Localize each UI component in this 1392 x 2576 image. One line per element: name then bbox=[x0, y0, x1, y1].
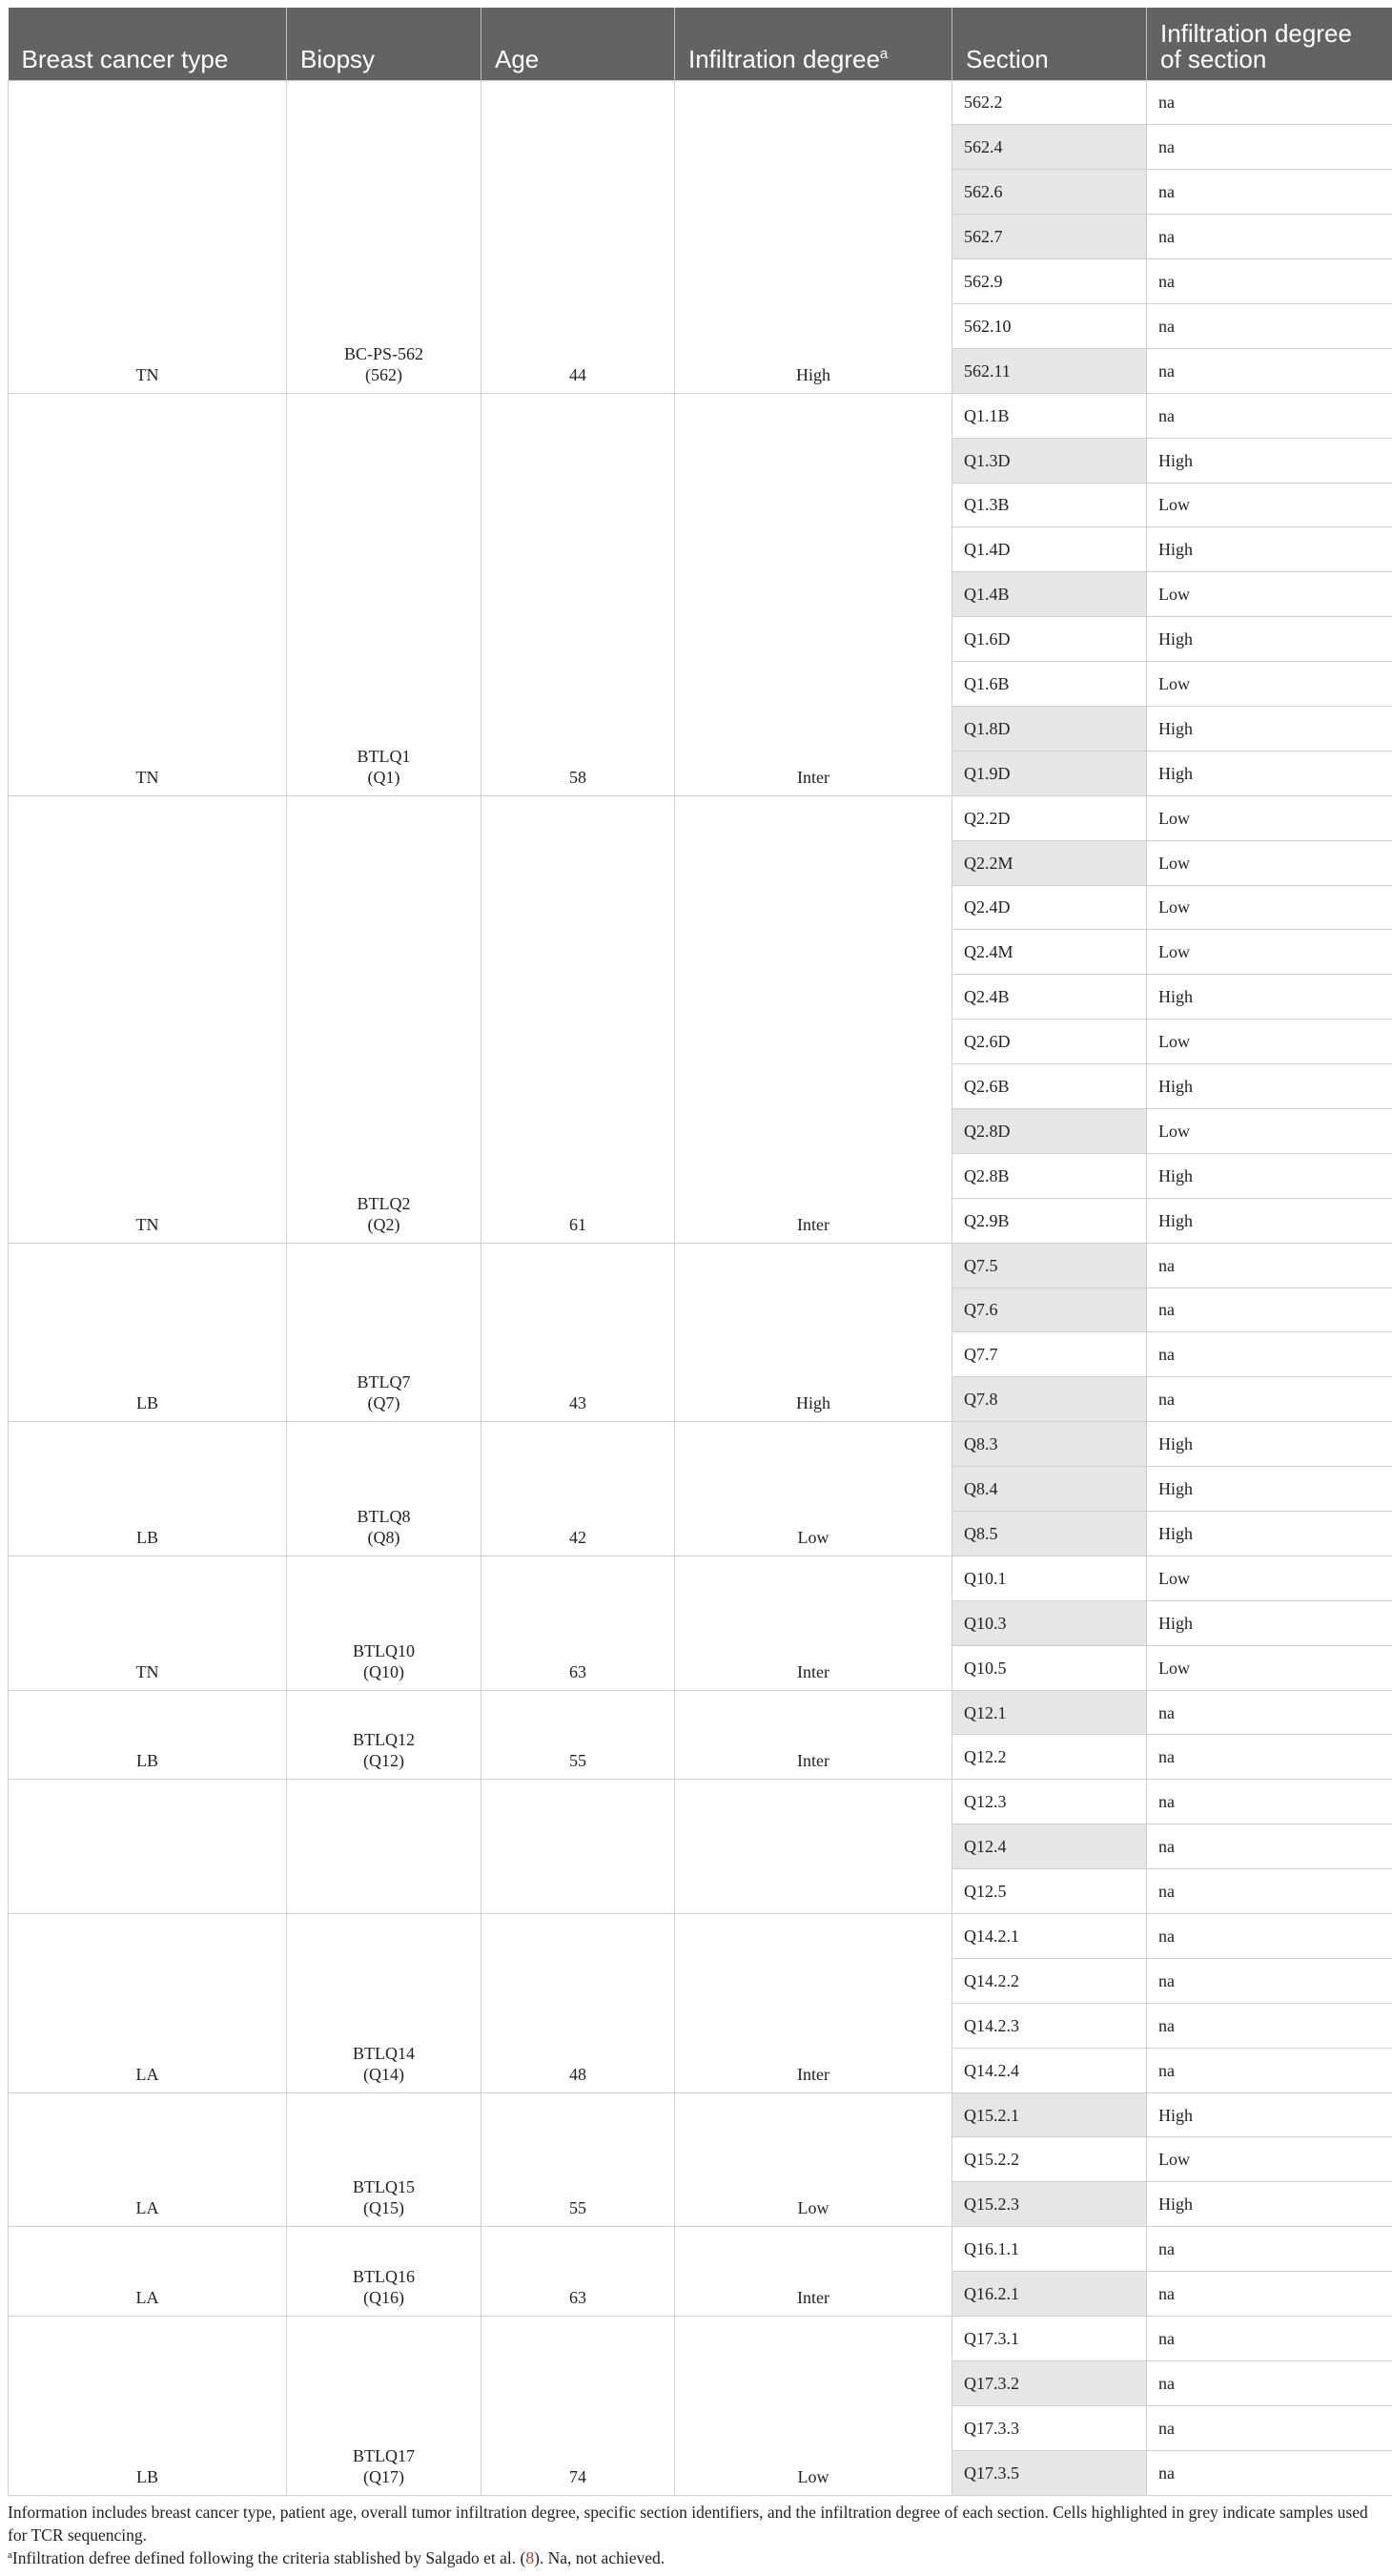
cell-section: Q14.2.2 bbox=[952, 1958, 1147, 2003]
cell-section: Q16.2.1 bbox=[952, 2272, 1147, 2317]
biopsy-id: BC-PS-562 bbox=[343, 343, 424, 363]
header-infiltration-degree bbox=[675, 8, 952, 80]
cell-section-infiltration: High bbox=[1147, 617, 1392, 662]
cell-section: Q7.7 bbox=[952, 1332, 1147, 1377]
cell-age bbox=[481, 1780, 675, 1914]
cell-section: Q8.4 bbox=[952, 1467, 1147, 1512]
cell-section: Q14.2.3 bbox=[952, 2003, 1147, 2048]
biopsy-id: BTLQ12 bbox=[353, 1730, 415, 1750]
table-footnotes bbox=[8, 2501, 1381, 2569]
footnote-criteria-sup: a bbox=[8, 2549, 12, 2561]
cell-section: Q17.3.2 bbox=[952, 2360, 1147, 2405]
cell-section: Q1.4B bbox=[952, 572, 1147, 617]
cell-cancer-type: LB bbox=[9, 1690, 287, 1780]
cell-age: 55 bbox=[481, 1690, 675, 1780]
cell-biopsy bbox=[287, 393, 481, 795]
cell-infiltration-degree: Inter bbox=[675, 1914, 952, 2093]
cell-biopsy bbox=[287, 80, 481, 393]
biopsy-code: (Q10) bbox=[363, 1661, 404, 1681]
cell-section: Q2.2D bbox=[952, 795, 1147, 840]
table-header-row bbox=[9, 8, 1392, 80]
cell-infiltration-degree: Low bbox=[675, 1422, 952, 1556]
cell-section: 562.11 bbox=[952, 348, 1147, 393]
infiltration-table bbox=[8, 8, 1392, 2496]
cell-section: Q8.5 bbox=[952, 1512, 1147, 1556]
cell-section-infiltration: na bbox=[1147, 2360, 1392, 2405]
cell-biopsy bbox=[287, 1690, 481, 1780]
cell-infiltration-degree: Inter bbox=[675, 1556, 952, 1690]
cell-cancer-type: TN bbox=[9, 795, 287, 1243]
biopsy-code: (Q12) bbox=[363, 1751, 404, 1771]
table-row bbox=[9, 1690, 1392, 1735]
cell-biopsy bbox=[287, 1914, 481, 2093]
cell-infiltration-degree: Low bbox=[675, 2317, 952, 2496]
biopsy-code: (Q2) bbox=[367, 1214, 400, 1234]
cell-section-infiltration: Low bbox=[1147, 1020, 1392, 1064]
cell-section: Q1.6B bbox=[952, 662, 1147, 707]
cell-section-infiltration: High bbox=[1147, 2092, 1392, 2137]
cell-section-infiltration: Low bbox=[1147, 840, 1392, 885]
table-row bbox=[9, 1556, 1392, 1600]
cell-infiltration-degree: High bbox=[675, 80, 952, 393]
cell-section-infiltration: Low bbox=[1147, 1108, 1392, 1153]
biopsy-id: BTLQ15 bbox=[353, 2177, 415, 2197]
table-row bbox=[9, 795, 1392, 840]
footnote-criteria-tail: ). Na, not achieved. bbox=[534, 2548, 665, 2567]
cell-infiltration-degree: High bbox=[675, 1243, 952, 1422]
table-row bbox=[9, 80, 1392, 125]
cell-section: Q7.5 bbox=[952, 1243, 1147, 1288]
table-row bbox=[9, 2317, 1392, 2361]
table-body bbox=[9, 80, 1392, 2495]
cell-section-infiltration: na bbox=[1147, 1690, 1392, 1735]
biopsy-id: BTLQ7 bbox=[357, 1372, 411, 1392]
cell-age: 42 bbox=[481, 1422, 675, 1556]
cell-section: 562.6 bbox=[952, 170, 1147, 215]
biopsy-id: BTLQ10 bbox=[353, 1640, 415, 1660]
cell-section-infiltration: High bbox=[1147, 975, 1392, 1020]
cell-section-infiltration: Low bbox=[1147, 572, 1392, 617]
cell-section-infiltration: Low bbox=[1147, 795, 1392, 840]
cell-section: 562.10 bbox=[952, 303, 1147, 348]
cell-section-infiltration: na bbox=[1147, 303, 1392, 348]
cell-infiltration-degree: Inter bbox=[675, 795, 952, 1243]
table-row bbox=[9, 393, 1392, 438]
header-section-infiltration bbox=[1147, 8, 1392, 80]
cell-section: Q15.2.1 bbox=[952, 2092, 1147, 2137]
cell-section-infiltration: na bbox=[1147, 1288, 1392, 1332]
cell-section: Q15.2.3 bbox=[952, 2182, 1147, 2227]
reference-link[interactable]: 8 bbox=[525, 2548, 535, 2567]
cell-section-infiltration: na bbox=[1147, 2272, 1392, 2317]
cell-cancer-type: LA bbox=[9, 1914, 287, 2093]
cell-section-infiltration: High bbox=[1147, 1512, 1392, 1556]
cell-age: 63 bbox=[481, 1556, 675, 1690]
cell-section: Q17.3.3 bbox=[952, 2405, 1147, 2450]
cell-section: Q12.5 bbox=[952, 1869, 1147, 1914]
cell-section: Q1.6D bbox=[952, 617, 1147, 662]
cell-biopsy bbox=[287, 1780, 481, 1914]
cell-section: 562.4 bbox=[952, 125, 1147, 170]
cell-section: Q2.2M bbox=[952, 840, 1147, 885]
cell-cancer-type: TN bbox=[9, 80, 287, 393]
cell-biopsy bbox=[287, 2092, 481, 2227]
biopsy-code: (Q16) bbox=[363, 2288, 404, 2308]
cell-section: Q16.1.1 bbox=[952, 2227, 1147, 2272]
cell-cancer-type: LA bbox=[9, 2227, 287, 2317]
cell-section-infiltration: na bbox=[1147, 1332, 1392, 1377]
biopsy-code: (Q1) bbox=[367, 767, 400, 787]
cell-cancer-type: LB bbox=[9, 1243, 287, 1422]
biopsy-code: (Q8) bbox=[367, 1527, 400, 1547]
cell-section: 562.9 bbox=[952, 259, 1147, 304]
cell-section-infiltration: na bbox=[1147, 125, 1392, 170]
cell-section: Q2.6D bbox=[952, 1020, 1147, 1064]
cell-section: Q12.3 bbox=[952, 1780, 1147, 1824]
biopsy-id: BTLQ16 bbox=[353, 2267, 415, 2287]
cell-section: Q2.4B bbox=[952, 975, 1147, 1020]
cell-section-infiltration: na bbox=[1147, 1824, 1392, 1869]
cell-section-infiltration: Low bbox=[1147, 930, 1392, 975]
cell-section-infiltration: na bbox=[1147, 2450, 1392, 2495]
cell-section: Q14.2.4 bbox=[952, 2048, 1147, 2092]
cell-section: Q8.3 bbox=[952, 1422, 1147, 1467]
cell-section: Q1.4D bbox=[952, 527, 1147, 572]
cell-infiltration-degree bbox=[675, 1780, 952, 1914]
cell-section: Q10.3 bbox=[952, 1600, 1147, 1645]
cell-section: Q12.4 bbox=[952, 1824, 1147, 1869]
cell-section: Q1.3B bbox=[952, 483, 1147, 527]
cell-section-infiltration: High bbox=[1147, 1153, 1392, 1198]
cell-section: Q10.5 bbox=[952, 1645, 1147, 1690]
cell-age: 74 bbox=[481, 2317, 675, 2496]
cell-section: Q15.2.2 bbox=[952, 2137, 1147, 2182]
cell-section-infiltration: Low bbox=[1147, 1645, 1392, 1690]
cell-section: Q10.1 bbox=[952, 1556, 1147, 1600]
cell-section-infiltration: High bbox=[1147, 1422, 1392, 1467]
cell-cancer-type: LB bbox=[9, 2317, 287, 2496]
cell-section: Q7.8 bbox=[952, 1377, 1147, 1422]
cell-section-infiltration: High bbox=[1147, 1600, 1392, 1645]
cell-section: Q1.3D bbox=[952, 438, 1147, 483]
cell-section: Q1.8D bbox=[952, 706, 1147, 751]
cell-section: Q1.1B bbox=[952, 393, 1147, 438]
table-row bbox=[9, 2227, 1392, 2272]
cell-section-infiltration: na bbox=[1147, 1377, 1392, 1422]
cell-section-infiltration: na bbox=[1147, 259, 1392, 304]
cell-section: Q14.2.1 bbox=[952, 1914, 1147, 1959]
cell-section-infiltration: na bbox=[1147, 1914, 1392, 1959]
biopsy-code: (Q15) bbox=[363, 2198, 404, 2218]
cell-section-infiltration: na bbox=[1147, 1958, 1392, 2003]
cell-section: 562.7 bbox=[952, 215, 1147, 259]
cell-infiltration-degree: Low bbox=[675, 2092, 952, 2227]
header-section-infiltration-line1: Infiltration degree bbox=[1160, 18, 1352, 48]
biopsy-code: (Q7) bbox=[367, 1393, 400, 1413]
cell-cancer-type: LB bbox=[9, 1422, 287, 1556]
cell-section-infiltration: High bbox=[1147, 438, 1392, 483]
cell-section-infiltration: na bbox=[1147, 80, 1392, 125]
cell-age: 43 bbox=[481, 1243, 675, 1422]
cell-section: Q7.6 bbox=[952, 1288, 1147, 1332]
cell-section-infiltration: High bbox=[1147, 527, 1392, 572]
cell-section-infiltration: High bbox=[1147, 1467, 1392, 1512]
cell-section-infiltration: na bbox=[1147, 2405, 1392, 2450]
cell-biopsy bbox=[287, 2227, 481, 2317]
header-biopsy: Biopsy bbox=[287, 8, 481, 80]
biopsy-code: (562) bbox=[365, 364, 402, 384]
cell-section: 562.2 bbox=[952, 80, 1147, 125]
cell-section-infiltration: na bbox=[1147, 2317, 1392, 2361]
cell-section-infiltration: na bbox=[1147, 2048, 1392, 2092]
cell-age: 63 bbox=[481, 2227, 675, 2317]
cell-section: Q1.9D bbox=[952, 751, 1147, 795]
table-row bbox=[9, 1243, 1392, 1288]
header-age: Age bbox=[481, 8, 675, 80]
header-breast-cancer-type: Breast cancer type bbox=[9, 8, 287, 80]
header-section-infiltration-line2: of section bbox=[1160, 44, 1267, 73]
cell-section: Q17.3.5 bbox=[952, 2450, 1147, 2495]
cell-section-infiltration: High bbox=[1147, 751, 1392, 795]
biopsy-code: (Q14) bbox=[363, 2064, 404, 2084]
cell-section: Q2.4M bbox=[952, 930, 1147, 975]
footnote-criteria-text: Infiltration defree defined following the criteria stablished by Salgado et al. ( bbox=[11, 2548, 526, 2567]
cell-section-infiltration: Low bbox=[1147, 885, 1392, 930]
cell-section: Q2.9B bbox=[952, 1198, 1147, 1243]
cell-section-infiltration: Low bbox=[1147, 662, 1392, 707]
biopsy-id: BTLQ14 bbox=[353, 2043, 415, 2063]
cell-section-infiltration: na bbox=[1147, 1869, 1392, 1914]
cell-section-infiltration: High bbox=[1147, 706, 1392, 751]
cell-infiltration-degree: Inter bbox=[675, 393, 952, 795]
cell-age: 48 bbox=[481, 1914, 675, 2093]
header-infiltration-sup: a bbox=[879, 45, 889, 62]
cell-section: Q2.4D bbox=[952, 885, 1147, 930]
header-infiltration-label: Infiltration degree bbox=[688, 44, 880, 73]
cell-section: Q2.6B bbox=[952, 1064, 1147, 1109]
biopsy-id: BTLQ8 bbox=[357, 1506, 411, 1526]
table-row bbox=[9, 2092, 1392, 2137]
cell-section: Q12.1 bbox=[952, 1690, 1147, 1735]
cell-infiltration-degree: Inter bbox=[675, 2227, 952, 2317]
cell-age: 55 bbox=[481, 2092, 675, 2227]
cell-section-infiltration: Low bbox=[1147, 1556, 1392, 1600]
biopsy-id: BTLQ2 bbox=[357, 1193, 411, 1213]
cell-cancer-type: TN bbox=[9, 393, 287, 795]
cell-age: 44 bbox=[481, 80, 675, 393]
cell-section-infiltration: na bbox=[1147, 1735, 1392, 1780]
cell-section-infiltration: na bbox=[1147, 393, 1392, 438]
biopsy-code: (Q17) bbox=[363, 2466, 404, 2486]
table-row bbox=[9, 1914, 1392, 1959]
cell-infiltration-degree: Inter bbox=[675, 1690, 952, 1780]
cell-cancer-type bbox=[9, 1780, 287, 1914]
cell-biopsy bbox=[287, 795, 481, 1243]
cell-biopsy bbox=[287, 1422, 481, 1556]
cell-section-infiltration: High bbox=[1147, 1198, 1392, 1243]
cell-biopsy bbox=[287, 2317, 481, 2496]
cell-cancer-type: LA bbox=[9, 2092, 287, 2227]
cell-section-infiltration: High bbox=[1147, 1064, 1392, 1109]
cell-section-infiltration: na bbox=[1147, 170, 1392, 215]
cell-section: Q17.3.1 bbox=[952, 2317, 1147, 2361]
header-section: Section bbox=[952, 8, 1147, 80]
cell-section-infiltration: na bbox=[1147, 2003, 1392, 2048]
cell-section-infiltration: na bbox=[1147, 1780, 1392, 1824]
cell-section-infiltration: na bbox=[1147, 2227, 1392, 2272]
table-row bbox=[9, 1422, 1392, 1467]
cell-biopsy bbox=[287, 1556, 481, 1690]
cell-cancer-type: TN bbox=[9, 1556, 287, 1690]
cell-biopsy bbox=[287, 1243, 481, 1422]
biopsy-id: BTLQ1 bbox=[357, 746, 411, 766]
cell-section-infiltration: na bbox=[1147, 215, 1392, 259]
table-row bbox=[9, 1780, 1392, 1824]
biopsy-id: BTLQ17 bbox=[353, 2445, 415, 2465]
cell-section-infiltration: na bbox=[1147, 348, 1392, 393]
cell-section: Q12.2 bbox=[952, 1735, 1147, 1780]
footnote-criteria bbox=[8, 2546, 1381, 2569]
cell-section-infiltration: High bbox=[1147, 2182, 1392, 2227]
cell-section-infiltration: Low bbox=[1147, 2137, 1392, 2182]
cell-section: Q2.8B bbox=[952, 1153, 1147, 1198]
cell-age: 61 bbox=[481, 795, 675, 1243]
cell-section-infiltration: Low bbox=[1147, 483, 1392, 527]
cell-section: Q2.8D bbox=[952, 1108, 1147, 1153]
cell-age: 58 bbox=[481, 393, 675, 795]
cell-section-infiltration: na bbox=[1147, 1243, 1392, 1288]
footnote-info: Information includes breast cancer type, patient age, overall tumor infiltration degree, specific section identifiers, and the infiltration degree of each section. Cells highlighted in grey indicate samples used for TCR sequencing. bbox=[8, 2503, 1368, 2545]
